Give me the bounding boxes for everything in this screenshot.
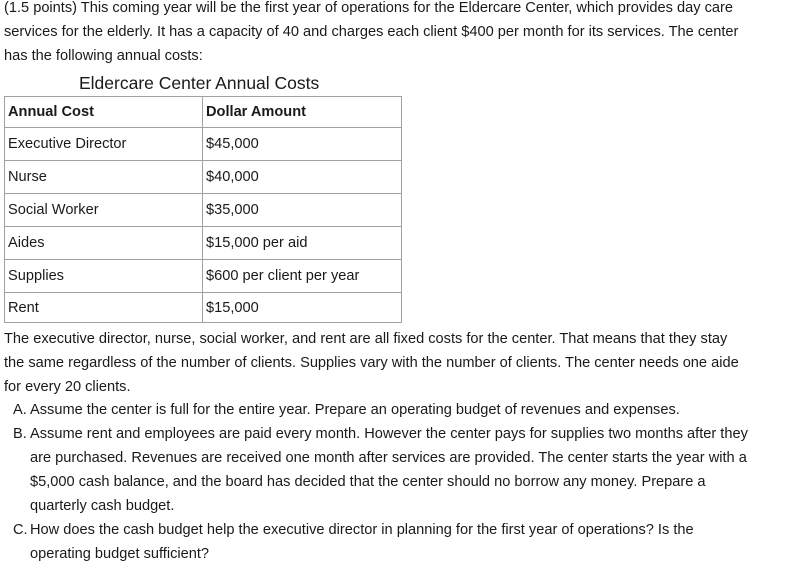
question-c-line-2: operating budget sufficient?	[30, 546, 210, 562]
explanation-line-1: The executive director, nurse, social worker, and rent are all fixed costs for the center. That means that they stay	[4, 331, 728, 347]
table-row	[5, 128, 402, 161]
cost-name-cell: Social Worker	[5, 194, 203, 227]
table-title: Eldercare Center Annual Costs	[79, 73, 320, 93]
explanation-line-2: the same regardless of the number of clients. Supplies vary with the number of clients. The center needs one aide	[4, 355, 739, 371]
question-b-line-3: $5,000 cash balance, and the board has decided that the center should no borrow any money. Prepare a	[30, 474, 706, 490]
question-b-letter: B.	[13, 426, 27, 442]
question-a-line-1: Assume the center is full for the entire year. Prepare an operating budget of revenues and expenses.	[30, 402, 680, 418]
cost-amount-cell: $15,000 per aid	[203, 227, 402, 260]
table-row	[5, 161, 402, 194]
cost-amount-cell: $45,000	[203, 128, 402, 161]
question-c-line-1: How does the cash budget help the executive director in planning for the first year of operations? Is the	[30, 522, 694, 538]
cost-amount-cell: $35,000	[203, 194, 402, 227]
table-row	[5, 194, 402, 227]
table-row	[5, 227, 402, 260]
intro-line-3: has the following annual costs:	[4, 48, 203, 64]
table-row	[5, 293, 402, 323]
question-c	[13, 518, 694, 542]
cost-name-cell: Rent	[5, 293, 203, 323]
header-dollar-amount: Dollar Amount	[203, 97, 402, 128]
question-b-line-2: are purchased. Revenues are received one month after services are provided. The center starts the year with a	[30, 450, 747, 466]
cost-name-cell: Executive Director	[5, 128, 203, 161]
cost-amount-cell: $15,000	[203, 293, 402, 323]
cost-amount-cell: $40,000	[203, 161, 402, 194]
question-b-line-4: quarterly cash budget.	[30, 498, 175, 514]
question-a-letter: A.	[13, 402, 27, 418]
question-b-line-1: Assume rent and employees are paid every month. However the center pays for supplies two months after they	[30, 426, 748, 442]
cost-name-cell: Nurse	[5, 161, 203, 194]
cost-name-cell: Supplies	[5, 260, 203, 293]
explanation-line-3: for every 20 clients.	[4, 379, 131, 395]
header-annual-cost: Annual Cost	[5, 97, 203, 128]
cost-amount-cell: $600 per client per year	[203, 260, 402, 293]
intro-line-1: (1.5 points) This coming year will be the first year of operations for the Eldercare Center, which provides day care	[4, 0, 733, 16]
table-header-row	[5, 97, 402, 128]
intro-line-2: services for the elderly. It has a capacity of 40 and charges each client $400 per month for its services. The center	[4, 24, 739, 40]
question-b	[13, 422, 748, 446]
cost-name-cell: Aides	[5, 227, 203, 260]
question-c-letter: C.	[13, 522, 28, 538]
annual-costs-table	[4, 96, 402, 323]
table-row	[5, 260, 402, 293]
question-a	[13, 398, 680, 422]
